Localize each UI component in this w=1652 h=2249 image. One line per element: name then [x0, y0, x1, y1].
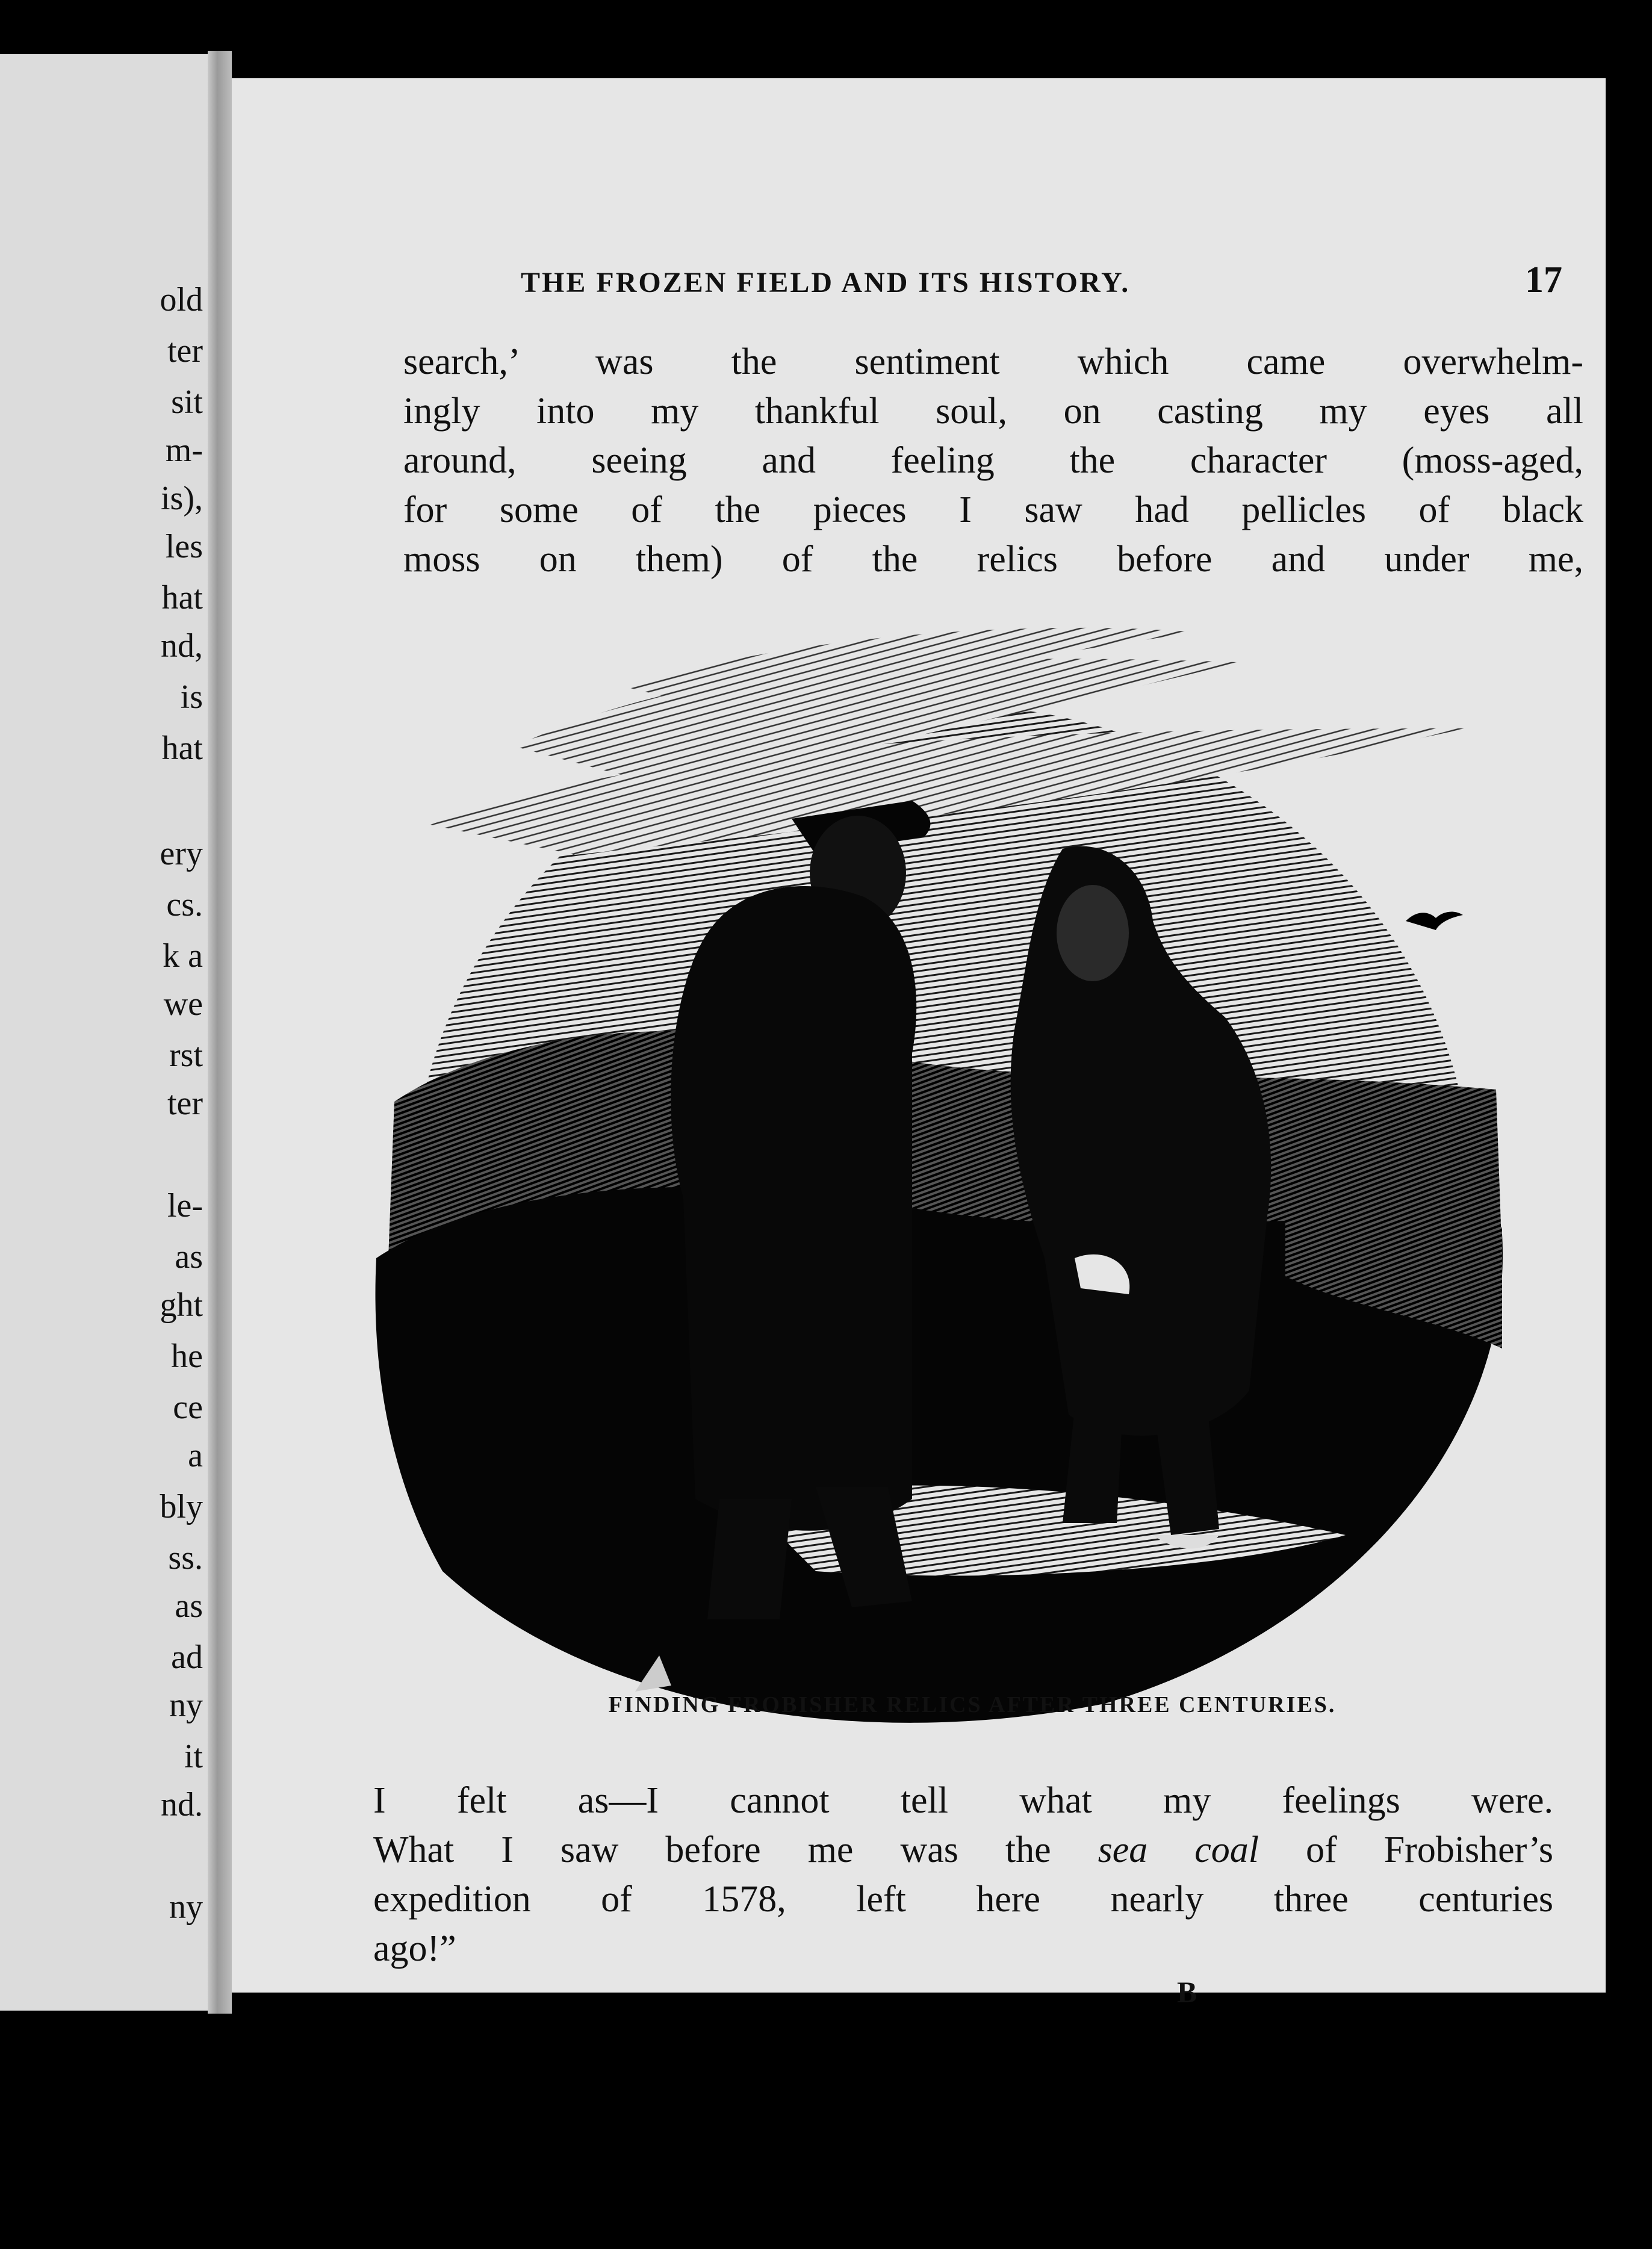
- left-page-text-fragment: ad: [171, 1639, 203, 1676]
- text-line: around, seeing and feeling the character (moss-aged,: [403, 440, 1583, 481]
- illustration-caption: FINDING FROBISHER RELICS AFTER THREE CENTURIES.: [608, 1692, 1337, 1717]
- text-line: moss on them) of the relics before and under me,: [403, 539, 1583, 580]
- left-page-text-fragment: ter: [167, 1085, 203, 1122]
- italic-text: sea coal: [1098, 1829, 1259, 1870]
- left-page-text-fragment: we: [163, 985, 203, 1023]
- page-number: 17: [1525, 259, 1562, 300]
- left-page-text-fragment: it: [184, 1738, 203, 1775]
- left-page-text-fragment: rst: [169, 1037, 203, 1074]
- left-page-text-fragment: he: [171, 1338, 203, 1375]
- left-page-text-fragment: ce: [173, 1389, 203, 1426]
- body-text-top: [403, 337, 1583, 584]
- left-page-text-fragment: hat: [161, 730, 203, 767]
- left-page-text-fragment: nd,: [161, 627, 203, 665]
- left-page-text-fragment: as: [175, 1238, 203, 1276]
- left-page-text-fragment: ght: [160, 1286, 203, 1324]
- left-page-text-fragment: les: [165, 528, 203, 565]
- text-line: for some of the pieces I saw had pellicles of black: [403, 489, 1583, 530]
- bird-silhouette: [1406, 912, 1463, 930]
- text-line: ingly into my thankful soul, on casting my eyes all: [403, 391, 1583, 432]
- text-span: What I saw before me was the: [373, 1829, 1098, 1870]
- left-page-text-fragment: hat: [161, 579, 203, 616]
- left-page-text-fragment: cs.: [166, 886, 203, 923]
- left-page-text-fragment: ter: [167, 332, 203, 370]
- left-page-text-fragment: is: [180, 678, 203, 716]
- text-line: ago!”: [373, 1928, 456, 1969]
- left-page-text-fragment: sit: [171, 383, 203, 421]
- right-page: [232, 78, 1606, 2009]
- left-page-text-fragment: ny: [169, 1687, 203, 1724]
- left-page: [0, 54, 208, 2011]
- left-page-text-fragment: nd.: [161, 1786, 203, 1823]
- left-page-text-fragment: as: [175, 1587, 203, 1625]
- body-text-bottom: [373, 1776, 1553, 1973]
- text-span: of Frobisher’s: [1259, 1829, 1553, 1870]
- text-line: expedition of 1578, left here nearly three centuries: [373, 1879, 1553, 1920]
- left-page-text-fragment: a: [188, 1437, 203, 1474]
- left-page-text-fragment: ny: [169, 1888, 203, 1926]
- left-page-text-fragment: ss.: [168, 1539, 203, 1577]
- text-line: I felt as—I cannot tell what my feelings were.: [373, 1780, 1553, 1821]
- left-page-text-fragment: old: [160, 281, 203, 318]
- left-page-text-fragment: le-: [167, 1187, 203, 1224]
- book-gutter: [208, 51, 232, 2014]
- left-page-text-fragment: ery: [160, 835, 203, 872]
- text-line: search,’ was the sentiment which came overwhelm-: [403, 341, 1583, 382]
- left-page-text-fragment: m-: [165, 432, 203, 469]
- left-page-text-fragment: bly: [160, 1488, 203, 1525]
- signature-mark: B: [1177, 1975, 1197, 2009]
- left-page-text-fragment: k a: [163, 937, 203, 975]
- text-line: [373, 1825, 1553, 1875]
- running-head: [521, 259, 1562, 307]
- left-page-text-fragment: is),: [161, 480, 203, 517]
- engraving-illustration: [322, 596, 1526, 1776]
- running-head-title: THE FROZEN FIELD AND ITS HISTORY.: [521, 267, 1131, 299]
